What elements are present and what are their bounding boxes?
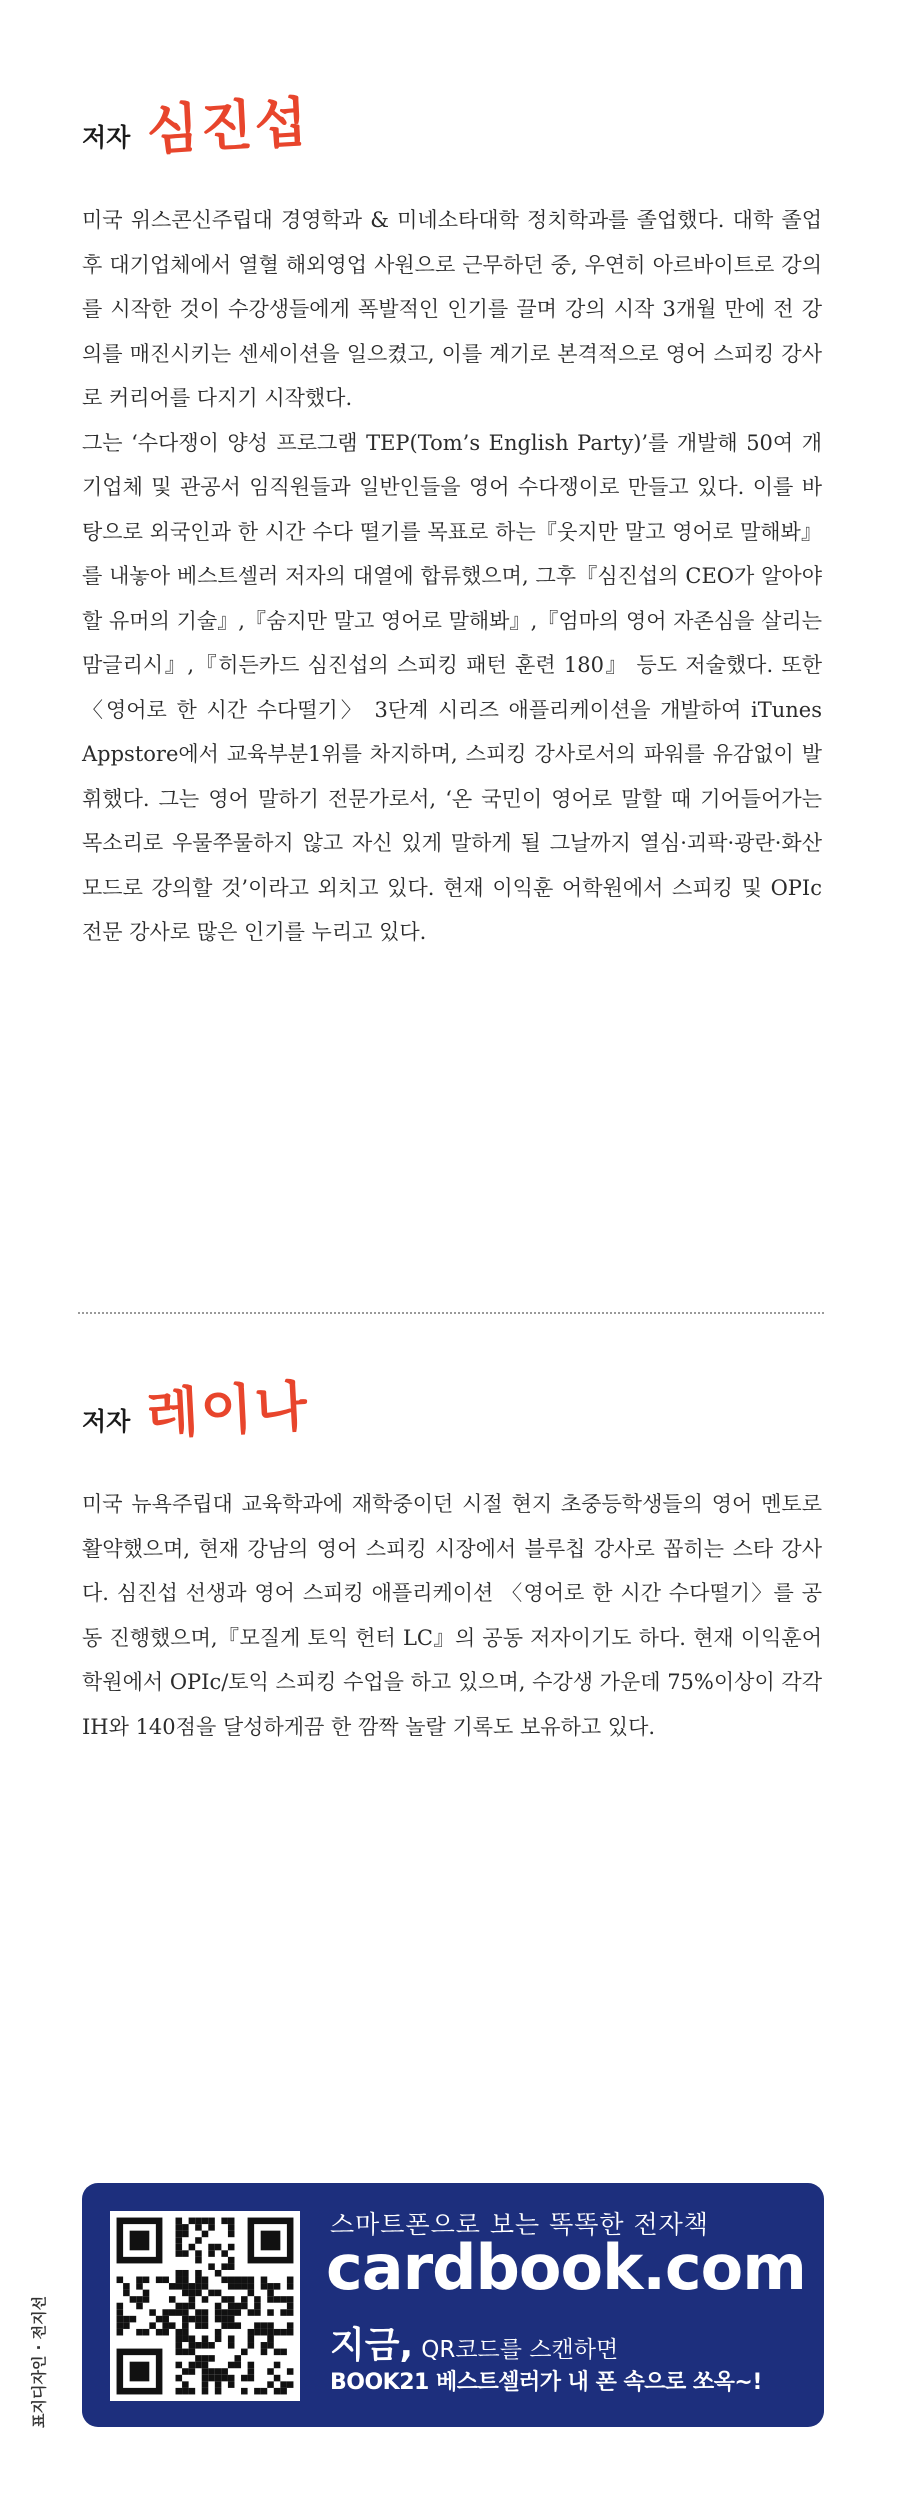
author-section-1 — [82, 88, 822, 955]
promo-cta — [330, 2317, 618, 2368]
promo-qr-hint: QR코드를 스캔하면 — [421, 2337, 619, 2363]
promo-slogan: BOOK21 베스트셀러가 내 폰 속으로 쏘옥~! — [330, 2370, 762, 2395]
promo-tagline: 스마트폰으로 보는 똑똑한 전자책 — [330, 2210, 709, 2239]
author-label: 저자 — [82, 1407, 131, 1436]
promo-site-url[interactable]: cardbook.com — [326, 2231, 806, 2304]
cover-design-credit: 표지디자인 · 전지선 — [30, 2295, 48, 2428]
qr-code-icon — [110, 2211, 300, 2401]
author-label: 저자 — [82, 123, 131, 152]
cardbook-promo-banner[interactable] — [82, 2183, 824, 2427]
author-name: 심진섭 — [145, 90, 311, 162]
author-section-2 — [82, 1372, 822, 1749]
bio-paragraph: 그는 ‘수다쟁이 양성 프로그램 TEP(Tom’s English Party)’를 개발해 50여 개 기업체 및 관공서 임직원들과 일반인들을 영어 수다쟁이로 만들고 있다. 이를 바탕으로 외국인과 한 시간 수다 떨기를 목표로 하는『웃지만 말고 영어로 말해봐』를 내놓아 베스트셀러 저자의 대열에 합류했으며, 그후『심진섭의 CEO가 알아야 할 유머의 기술』,『숨지만 말고 영어로 말해봐』,『엄마의 영어 자존심을 살리는 맘글리시』,『히든카드 심진섭의 스피킹 패턴 훈련 180』 등도 저술했다. 또한 〈영어로 한 시간 수다떨기〉 3단계 시리즈 애플리케이션을 개발하여 iTunes Appstore에서 교육부분1위를 차지하며, 스피킹 강사로서의 파워를 유감없이 발휘했다. 그는 영어 말하기 전문가로서, ‘온 국민이 영어로 말할 때 기어들어가는 목소리로 우물쭈물하지 않고 자신 있게 말하게 될 그날까지 열심·괴팍·광란·화산 모드로 강의할 것’이라고 외치고 있다. 현재 이익훈 어학원에서 스피킹 및 OPIc 전문 강사로 많은 인기를 누리고 있다. — [82, 430, 822, 944]
author-bio — [82, 1482, 822, 1749]
bio-paragraph: 미국 뉴욕주립대 교육학과에 재학중이던 시절 현지 초중등학생들의 영어 멘토로 활약했으며, 현재 강남의 영어 스피킹 시장에서 블루칩 강사로 꼽히는 스타 강사다. 심진섭 선생과 영어 스피킹 애플리케이션 〈영어로 한 시간 수다떨기〉를 공동 진행했으며,『모질게 토익 헌터 LC』의 공동 저자이기도 하다. 현재 이익훈어학원에서 OPIc/토익 스피킹 수업을 하고 있으며, 수강생 가운데 75%이상이 각각 IH와 140점을 달성하게끔 한 깜짝 놀랄 기록도 보유하고 있다. — [82, 1492, 822, 1739]
author-heading — [82, 1372, 822, 1446]
bio-paragraph: 미국 위스콘신주립대 경영학과 & 미네소타대학 정치학과를 졸업했다. 대학 졸업 후 대기업체에서 열혈 해외영업 사원으로 근무하던 중, 우연히 아르바이트로 강의를 시작한 것이 수강생들에게 폭발적인 인기를 끌며 강의 시작 3개월 만에 전 강의를 매진시키는 센세이션을 일으켰고, 이를 계기로 본격적으로 영어 스피킹 강사로 커리어를 다지기 시작했다. — [82, 208, 822, 410]
author-name: 레이나 — [145, 1374, 311, 1446]
promo-now: 지금, — [330, 2325, 414, 2366]
author-heading — [82, 88, 822, 162]
author-bio — [82, 198, 822, 955]
qr-code[interactable] — [110, 2211, 300, 2401]
section-divider — [78, 1312, 824, 1314]
